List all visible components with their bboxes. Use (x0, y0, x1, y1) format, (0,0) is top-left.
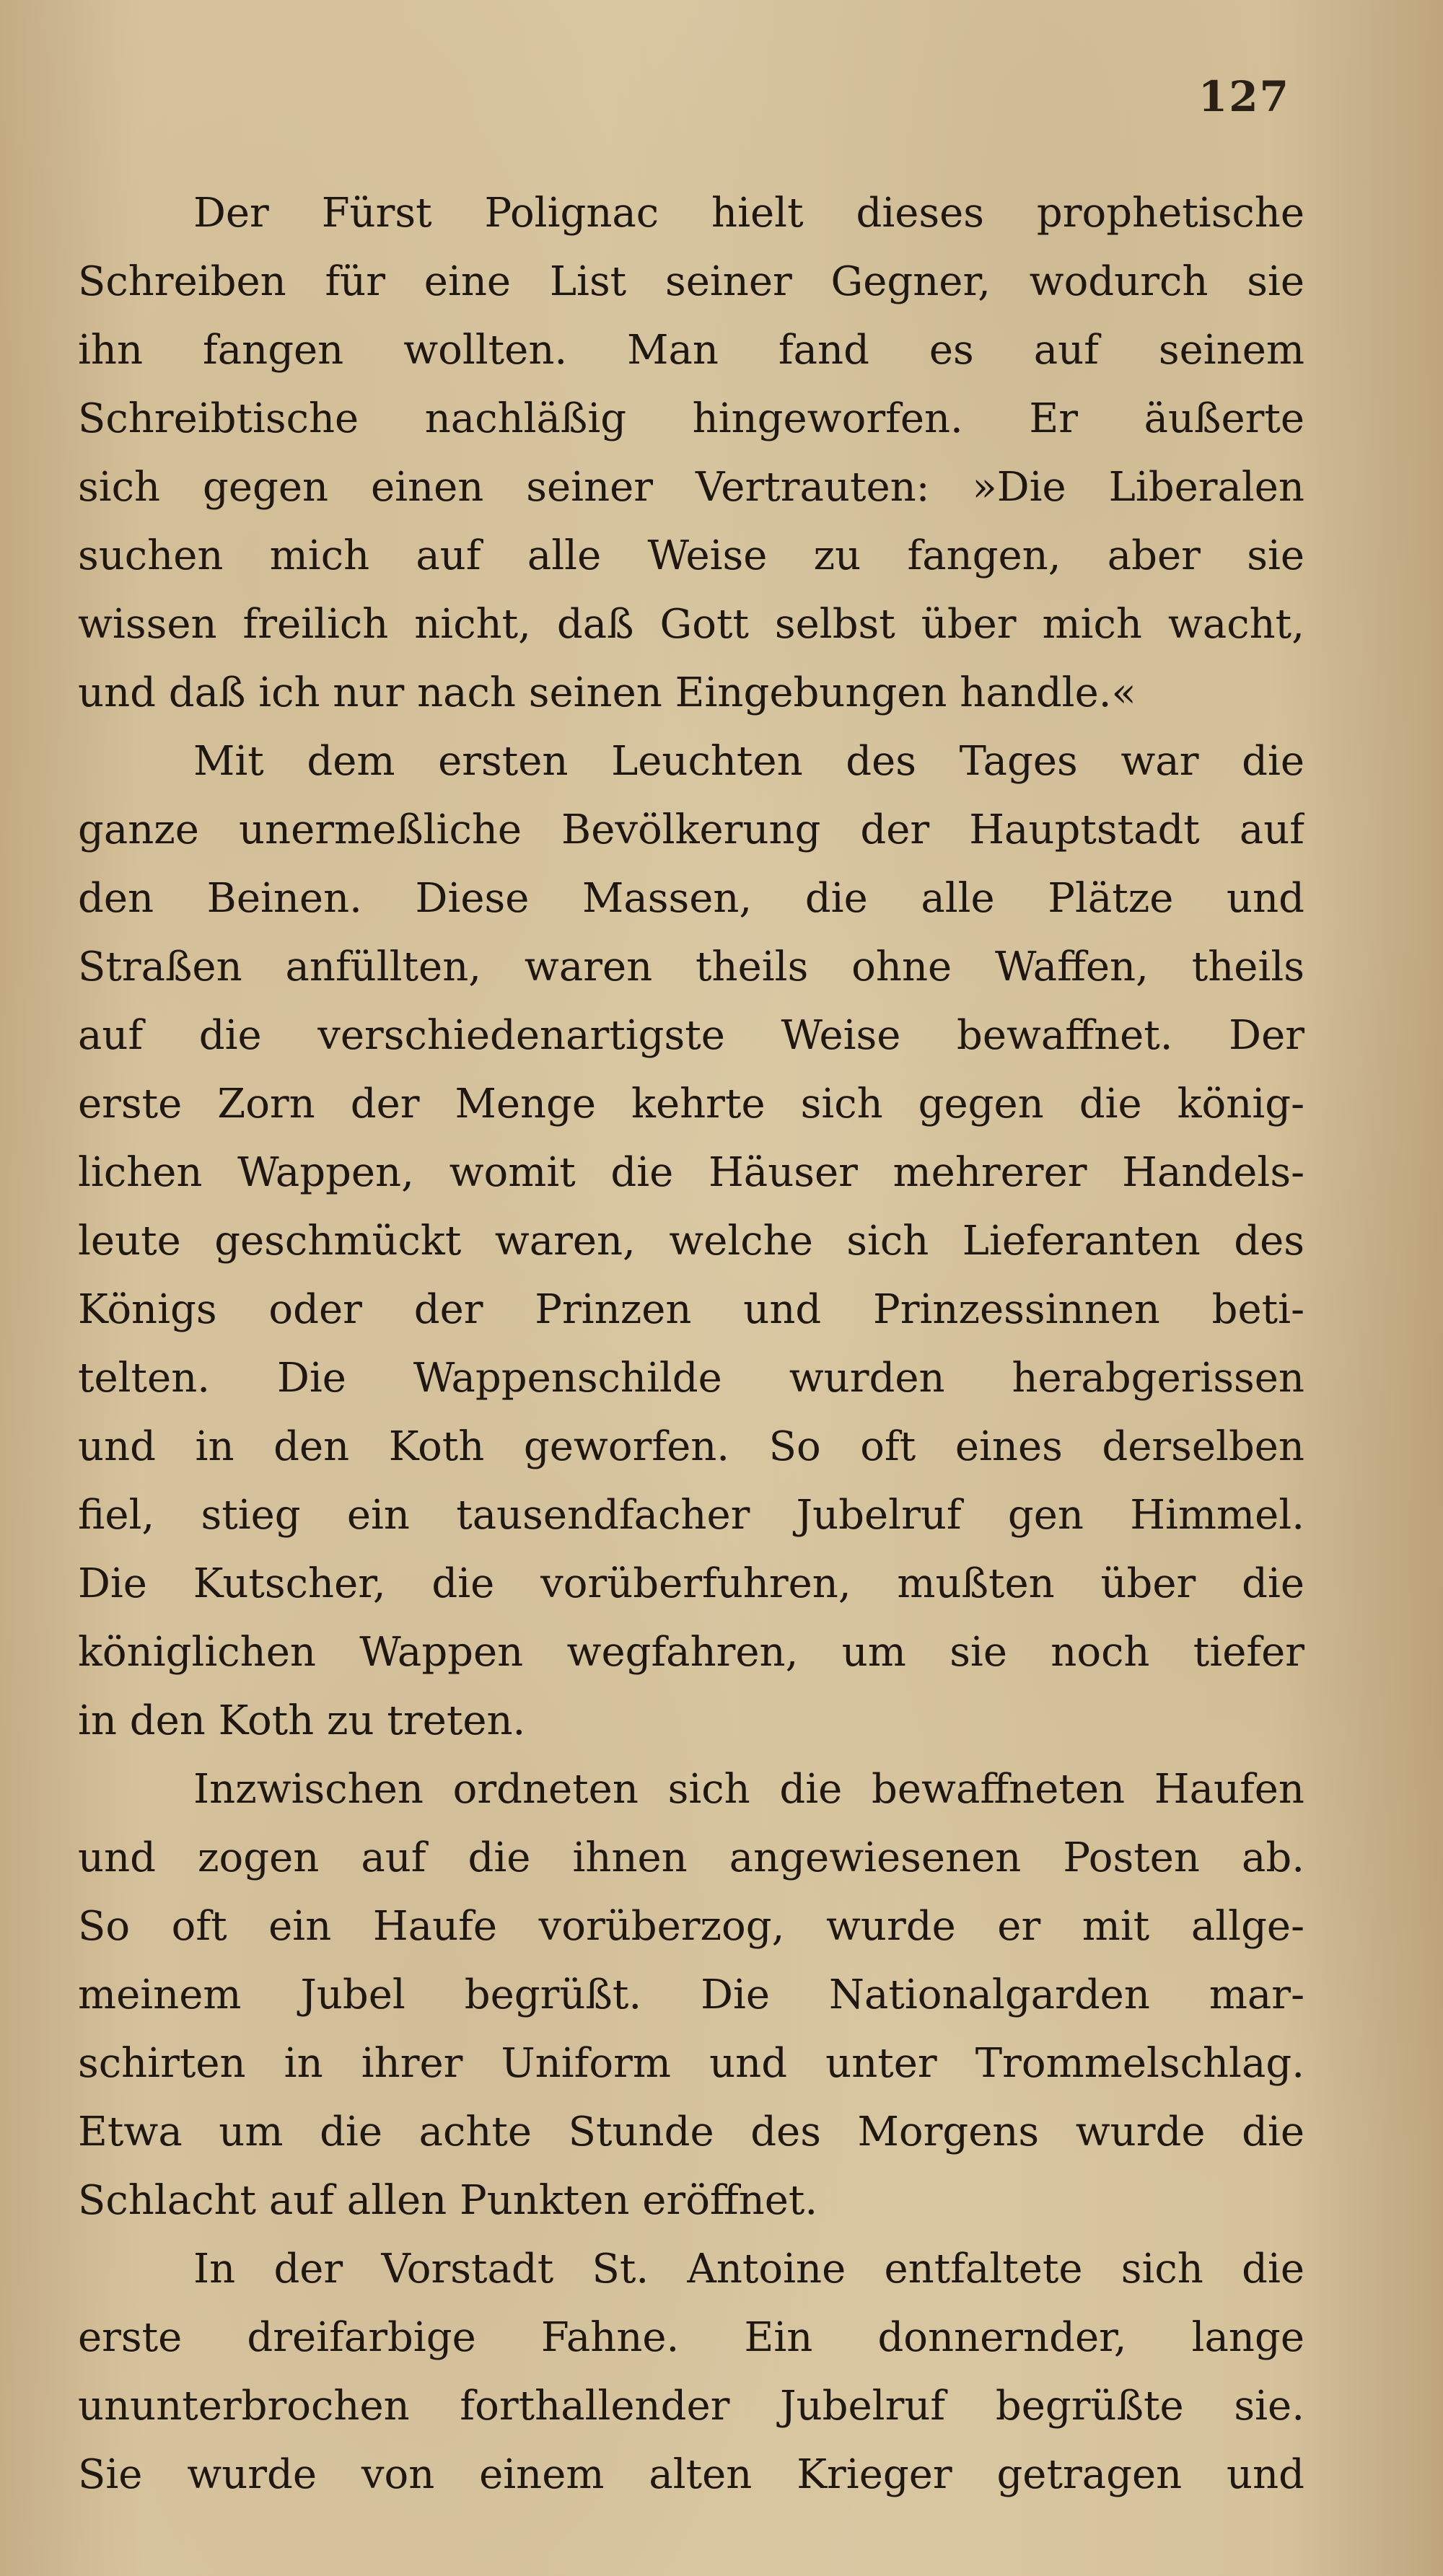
text-block (78, 179, 1304, 2509)
text-line: ihn fangen wollten. Man fand es auf seinem (78, 327, 1304, 374)
text-line: und zogen auf die ihnen angewiesenen Posten ab. (78, 1834, 1304, 1881)
text-line: sich gegen einen seiner Vertrauten: »Die Liberalen (78, 464, 1304, 511)
text-line: fiel, stieg ein tausendfacher Jubelruf gen Himmel. (78, 1492, 1304, 1539)
text-line: Schlacht auf allen Punkten eröffnet. (78, 2177, 818, 2224)
text-line: Etwa um die achte Stunde des Morgens wurde die (78, 2109, 1304, 2155)
text-line: auf die verschiedenartigste Weise bewaffnet. Der (78, 1012, 1304, 1059)
text-line: schirten in ihrer Uniform und unter Trommelschlag. (78, 2040, 1304, 2087)
text-line: leute geschmückt waren, welche sich Lieferanten des (78, 1218, 1304, 1265)
text-line: Die Kutscher, die vorüberfuhren, mußten über die (78, 1560, 1304, 1607)
text-line: ganze unermeßliche Bevölkerung der Hauptstadt auf (78, 806, 1304, 853)
text-line: und in den Koth geworfen. So oft eines derselben (78, 1423, 1304, 1470)
text-line: suchen mich auf alle Weise zu fangen, aber sie (78, 532, 1304, 579)
text-line: und daß ich nur nach seinen Eingebungen handle.« (78, 669, 1136, 716)
text-line: den Beinen. Diese Massen, die alle Plätze und (78, 875, 1304, 922)
text-line: lichen Wappen, womit die Häuser mehrerer Handels- (78, 1149, 1304, 1196)
text-line: Sie wurde von einem alten Krieger getragen und (78, 2451, 1304, 2498)
text-line: meinem Jubel begrüßt. Die Nationalgarden mar- (78, 1971, 1304, 2018)
text-line: So oft ein Haufe vorüberzog, wurde er mit allge- (78, 1903, 1304, 1950)
text-line: Königs oder der Prinzen und Prinzessinnen beti- (78, 1286, 1304, 1333)
text-line: erste dreifarbige Fahne. Ein donnernder, lange (78, 2314, 1304, 2361)
text-line: Straßen anfüllten, waren theils ohne Waffen, theils (78, 944, 1304, 990)
paragraph-3 (78, 1755, 1304, 2235)
paragraph-4 (78, 2235, 1304, 2509)
text-line: in den Koth zu treten. (78, 1697, 526, 1744)
text-line: Schreiben für eine List seiner Gegner, wodurch sie (78, 258, 1304, 305)
text-line: Der Fürst Polignac hielt dieses prophetische (193, 190, 1304, 237)
text-line: erste Zorn der Menge kehrte sich gegen die könig- (78, 1081, 1304, 1127)
paragraph-2 (78, 727, 1304, 1755)
text-line: Mit dem ersten Leuchten des Tages war die (193, 738, 1304, 785)
text-line: Schreibtische nachläßig hingeworfen. Er äußerte (78, 395, 1304, 442)
text-line: Inzwischen ordneten sich die bewaffneten Haufen (193, 1766, 1304, 1813)
paragraph-1 (78, 179, 1304, 727)
text-line: königlichen Wappen wegfahren, um sie noch tiefer (78, 1629, 1304, 1676)
page-number: 127 (1198, 72, 1290, 121)
text-line: In der Vorstadt St. Antoine entfaltete sich die (193, 2246, 1304, 2293)
text-line: telten. Die Wappenschilde wurden herabgerissen (78, 1355, 1304, 1402)
text-line: ununterbrochen forthallender Jubelruf begrüßte sie. (78, 2383, 1304, 2430)
text-line: wissen freilich nicht, daß Gott selbst über mich wacht, (78, 601, 1304, 648)
